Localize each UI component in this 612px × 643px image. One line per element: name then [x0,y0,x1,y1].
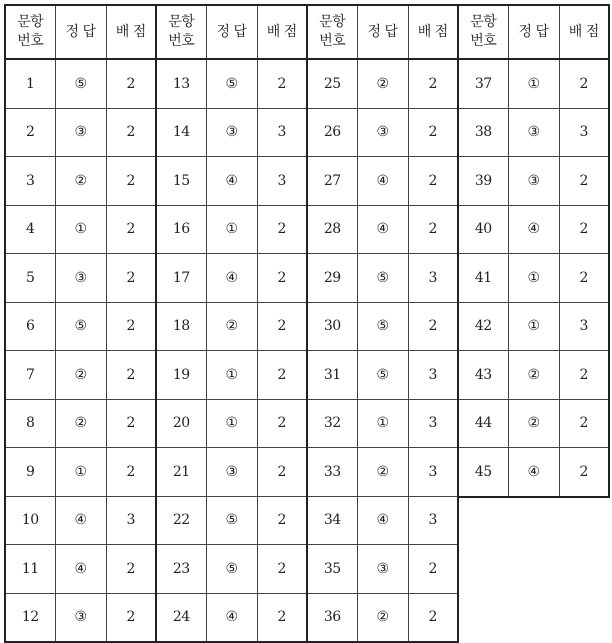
question-number-cell: 7 [5,351,55,400]
question-number-cell: 33 [307,448,357,497]
answer-cell: ③ [206,448,257,497]
points-cell: 2 [257,593,307,642]
question-number-cell: 45 [458,448,508,497]
points-header: 배 점 [559,5,609,59]
answer-cell: ⑤ [55,302,106,351]
answer-cell: ③ [55,593,106,642]
question-number-header [156,5,206,59]
answer-cell: ④ [55,545,106,594]
answer-cell: ① [206,351,257,400]
answer-cell: ① [508,59,559,108]
points-cell: 2 [106,545,156,594]
answer-cell: ⑤ [357,302,408,351]
question-number-cell: 9 [5,448,55,497]
answer-cell: ③ [357,108,408,157]
table-row [458,254,609,303]
points-cell: 2 [257,59,307,108]
table-row [307,351,458,400]
table-row [458,205,609,254]
table-row [156,399,307,448]
answer-cell: ④ [206,157,257,206]
answer-cell: ⑤ [55,59,106,108]
points-cell: 2 [106,157,156,206]
points-cell: 2 [559,205,609,254]
points-cell: 2 [408,545,458,594]
question-number-cell: 32 [307,399,357,448]
points-cell: 2 [106,108,156,157]
answer-cell: ③ [508,108,559,157]
table-row [5,157,156,206]
answer-cell: ③ [357,545,408,594]
answer-cell: ⑤ [357,254,408,303]
question-number-cell: 15 [156,157,206,206]
answer-block-table [457,4,610,498]
answer-block-2 [155,4,306,643]
answer-cell: ② [55,351,106,400]
question-number-cell: 23 [156,545,206,594]
question-number-header [458,5,508,59]
table-row [5,351,156,400]
points-cell: 2 [106,351,156,400]
question-number-cell: 35 [307,545,357,594]
table-row [458,399,609,448]
header-row [5,5,156,59]
points-cell: 2 [408,302,458,351]
points-cell: 2 [257,545,307,594]
question-number-cell: 26 [307,108,357,157]
points-cell: 2 [559,399,609,448]
table-row [458,108,609,157]
answer-cell: ② [55,157,106,206]
table-row [307,545,458,594]
question-number-cell: 27 [307,157,357,206]
table-row [5,302,156,351]
points-cell: 2 [257,351,307,400]
question-number-cell: 16 [156,205,206,254]
answer-cell: ⑤ [206,545,257,594]
points-cell: 2 [106,448,156,497]
points-cell: 2 [257,302,307,351]
question-number-cell: 28 [307,205,357,254]
points-cell: 2 [257,399,307,448]
table-row [156,302,307,351]
points-cell: 3 [408,496,458,545]
table-row [156,496,307,545]
answer-cell: ④ [206,254,257,303]
points-cell: 2 [257,448,307,497]
question-number-cell: 39 [458,157,508,206]
question-number-cell: 8 [5,399,55,448]
answer-cell: ④ [55,496,106,545]
header-row [307,5,458,59]
points-cell: 3 [106,496,156,545]
question-number-cell: 13 [156,59,206,108]
question-number-cell: 38 [458,108,508,157]
answer-cell: ③ [55,254,106,303]
question-number-cell: 20 [156,399,206,448]
points-cell: 2 [559,59,609,108]
answer-cell: ① [206,205,257,254]
table-row [458,351,609,400]
table-row [5,399,156,448]
header-row [156,5,307,59]
table-row [458,448,609,497]
table-row [307,593,458,642]
question-number-cell: 22 [156,496,206,545]
question-number-header [5,5,55,59]
answer-cell: ⑤ [206,496,257,545]
answer-block-table [155,4,308,643]
table-row [307,399,458,448]
answer-block-table [4,4,157,643]
question-number-cell: 12 [5,593,55,642]
table-row [156,205,307,254]
answer-cell: ④ [357,157,408,206]
points-header: 배 점 [408,5,458,59]
points-cell: 2 [408,157,458,206]
answer-cell: ① [55,205,106,254]
answer-cell: ② [357,448,408,497]
table-row [156,351,307,400]
question-header-line1: 문항 [470,14,497,30]
question-number-header [307,5,357,59]
question-number-cell: 40 [458,205,508,254]
answer-cell: ④ [357,205,408,254]
table-row [156,108,307,157]
question-number-cell: 34 [307,496,357,545]
answer-cell: ③ [206,108,257,157]
question-number-cell: 14 [156,108,206,157]
table-row [5,59,156,108]
points-cell: 2 [257,254,307,303]
points-cell: 3 [559,302,609,351]
answer-cell: ① [508,302,559,351]
points-cell: 2 [106,302,156,351]
points-cell: 3 [257,157,307,206]
points-cell: 3 [408,448,458,497]
answer-block-table [306,4,459,643]
header-row [458,5,609,59]
points-cell: 3 [408,254,458,303]
table-row [5,593,156,642]
table-row [307,205,458,254]
points-cell: 2 [408,593,458,642]
answer-cell: ② [508,351,559,400]
answer-key-table [4,4,608,638]
points-cell: 2 [106,205,156,254]
table-row [5,254,156,303]
answer-block-4 [457,4,608,498]
question-number-cell: 6 [5,302,55,351]
question-number-cell: 21 [156,448,206,497]
answer-cell: ② [357,59,408,108]
points-cell: 2 [559,254,609,303]
points-cell: 2 [559,157,609,206]
points-cell: 2 [257,205,307,254]
table-row [458,157,609,206]
points-cell: 2 [106,59,156,108]
table-row [5,545,156,594]
answer-cell: ⑤ [357,351,408,400]
question-number-cell: 29 [307,254,357,303]
answer-cell: ① [508,254,559,303]
answer-header: 정 답 [508,5,559,59]
points-cell: 2 [559,351,609,400]
question-number-cell: 1 [5,59,55,108]
question-number-cell: 24 [156,593,206,642]
points-cell: 2 [408,59,458,108]
table-row [307,448,458,497]
answer-cell: ④ [508,448,559,497]
question-number-cell: 19 [156,351,206,400]
table-row [307,108,458,157]
table-row [307,302,458,351]
table-row [156,157,307,206]
question-number-cell: 31 [307,351,357,400]
points-cell: 2 [408,108,458,157]
question-number-cell: 3 [5,157,55,206]
question-number-cell: 25 [307,59,357,108]
question-number-cell: 2 [5,108,55,157]
question-header-line1: 문항 [168,14,195,30]
answer-header: 정 답 [357,5,408,59]
answer-cell: ⑤ [206,59,257,108]
question-header-line1: 문항 [319,14,346,30]
table-row [156,593,307,642]
question-number-cell: 10 [5,496,55,545]
answer-cell: ③ [55,108,106,157]
answer-block-3 [306,4,457,643]
answer-header: 정 답 [55,5,106,59]
answer-cell: ④ [206,593,257,642]
answer-cell: ④ [357,496,408,545]
points-cell: 3 [408,351,458,400]
answer-cell: ② [55,399,106,448]
table-row [307,496,458,545]
question-number-cell: 4 [5,205,55,254]
question-header-line2: 번호 [319,33,346,49]
points-cell: 2 [408,205,458,254]
answer-block-1 [4,4,155,643]
question-number-cell: 37 [458,59,508,108]
table-row [156,254,307,303]
points-cell: 2 [106,399,156,448]
table-row [458,302,609,351]
points-cell: 2 [106,593,156,642]
points-cell: 3 [257,108,307,157]
question-number-cell: 18 [156,302,206,351]
question-number-cell: 5 [5,254,55,303]
question-number-cell: 43 [458,351,508,400]
table-row [307,157,458,206]
question-header-line2: 번호 [168,33,195,49]
answer-cell: ② [508,399,559,448]
answer-cell: ① [357,399,408,448]
answer-cell: ④ [508,205,559,254]
table-row [5,448,156,497]
points-header: 배 점 [257,5,307,59]
answer-cell: ② [357,593,408,642]
answer-header: 정 답 [206,5,257,59]
points-cell: 2 [106,254,156,303]
table-row [307,59,458,108]
table-row [156,545,307,594]
question-number-cell: 36 [307,593,357,642]
question-number-cell: 42 [458,302,508,351]
table-row [156,59,307,108]
points-cell: 3 [408,399,458,448]
question-number-cell: 30 [307,302,357,351]
question-number-cell: 44 [458,399,508,448]
question-number-cell: 11 [5,545,55,594]
table-row [5,108,156,157]
question-header-line2: 번호 [470,33,497,49]
answer-cell: ③ [508,157,559,206]
answer-cell: ① [206,399,257,448]
table-row [458,59,609,108]
points-cell: 2 [559,448,609,497]
question-number-cell: 17 [156,254,206,303]
table-row [307,254,458,303]
answer-cell: ① [55,448,106,497]
points-cell: 2 [257,496,307,545]
points-cell: 3 [559,108,609,157]
points-header: 배 점 [106,5,156,59]
table-row [5,205,156,254]
answer-cell: ② [206,302,257,351]
question-header-line1: 문항 [17,14,44,30]
table-row [5,496,156,545]
question-header-line2: 번호 [17,33,44,49]
question-number-cell: 41 [458,254,508,303]
table-row [156,448,307,497]
